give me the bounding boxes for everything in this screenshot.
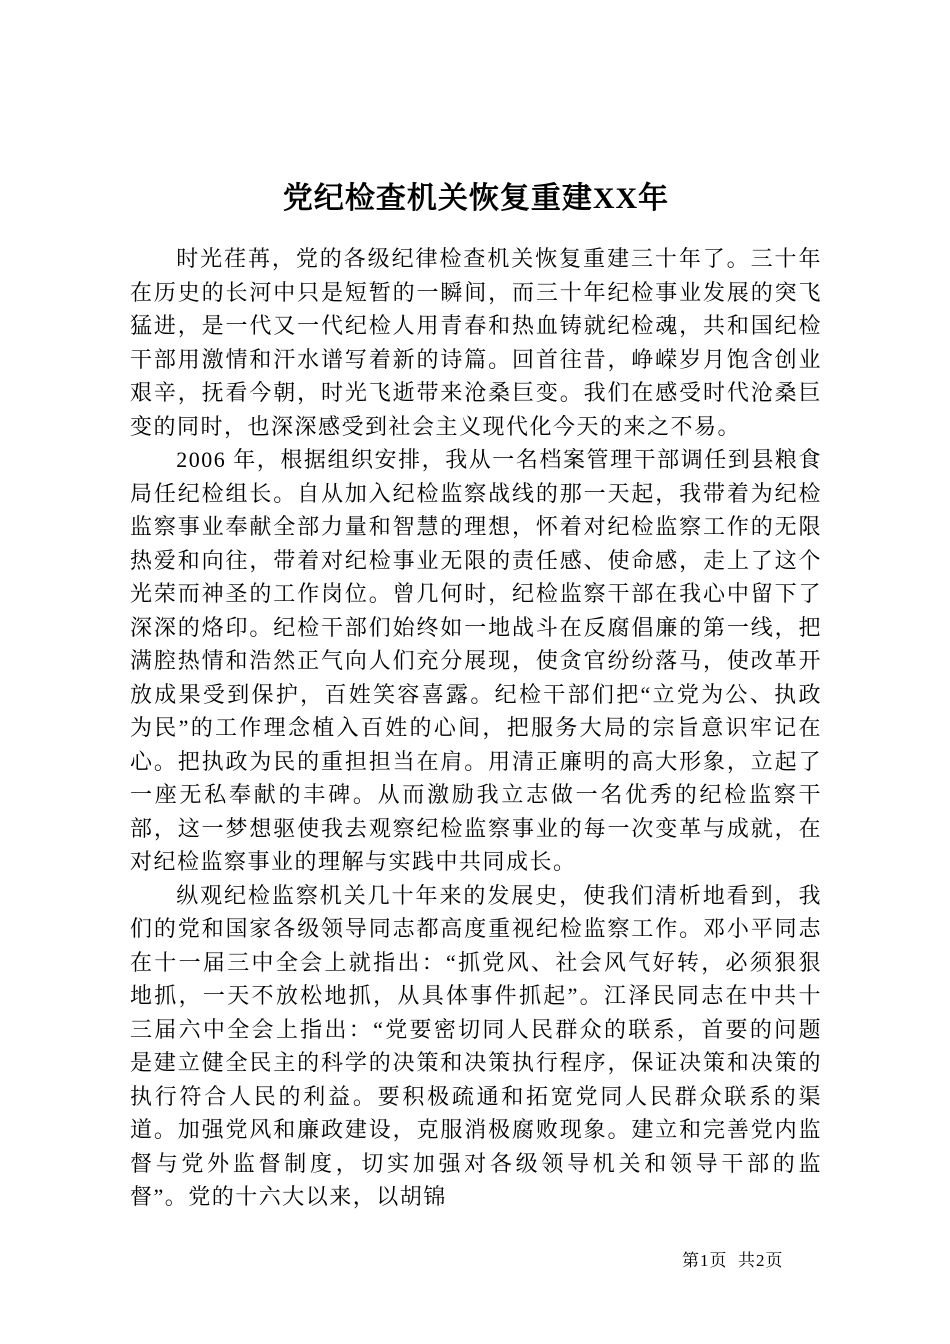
paragraph: 纵观纪检监察机关几十年来的发展史，使我们清析地看到，我们的党和国家各级领导同志都高度重视纪检监察工作。邓小平同志在十一届三中全会上就指出：“抓党风、社会风气好转，必须狠狠地抓，一天不放松地抓，从具体事件抓起”。江泽民同志在中共十三届六中全会上指出：“党要密切同人民群众的联系，首要的问题是建立健全民主的科学的决策和决策执行程序，保证决策和决策的执行符合人民的利益。要积极疏通和拓宽党同人民群众联系的渠道。加强党风和廉政建设，克服消极腐败现象。建立和完善党内监督与党外监督制度，切实加强对各级领导机关和领导干部的监督”。党的十六大以来，以胡锦 <box>130 882 822 1209</box>
page-footer <box>0 1246 950 1270</box>
paragraph: 2006 年，根据组织安排，我从一名档案管理干部调任到县粮食局任纪检组长。自从加入纪检监察战线的那一天起，我带着为纪检监察事业奉献全部力量和智慧的理想，怀着对纪检监察工作的无限热爱和向往，带着对纪检事业无限的责任感、使命感，走上了这个光荣而神圣的工作岗位。曾几何时，纪检监察干部在我心中留下了深深的烙印。纪检干部们始终如一地战斗在反腐倡廉的第一线，把满腔热情和浩然正气向人们充分展现，使贪官纷纷落马，使改革开放成果受到保护，百姓笑容喜露。纪检干部们把“立党为公、执政为民”的工作理念植入百姓的心间，把服务大局的宗旨意识牢记在心。把执政为民的重担担当在肩。用清正廉明的高大形象，立起了一座无私奉献的丰碑。从而激励我立志做一名优秀的纪检监察干部，这一梦想驱使我去观察纪检监察事业的每一次变革与成就，在对纪检监察事业的理解与实践中共同成长。 <box>130 447 822 874</box>
paragraph: 时光荏苒，党的各级纪律检查机关恢复重建三十年了。三十年在历史的长河中只是短暂的一瞬间，而三十年纪检事业发展的突飞猛进，是一代又一代纪检人用青春和热血铸就纪检魂，共和国纪检干部用激情和汗水谱写着新的诗篇。回首往昔，峥嵘岁月饱含创业艰辛，抚看今朝，时光飞逝带来沧桑巨变。我们在感受时代沧桑巨变的同时，也深深感受到社会主义现代化今天的来之不易。 <box>130 246 822 439</box>
document-body <box>130 180 822 1214</box>
document-title: 党纪检查机关恢复重建XX年 <box>282 182 670 215</box>
page-number: 第1页 共2页 <box>682 1251 784 1270</box>
